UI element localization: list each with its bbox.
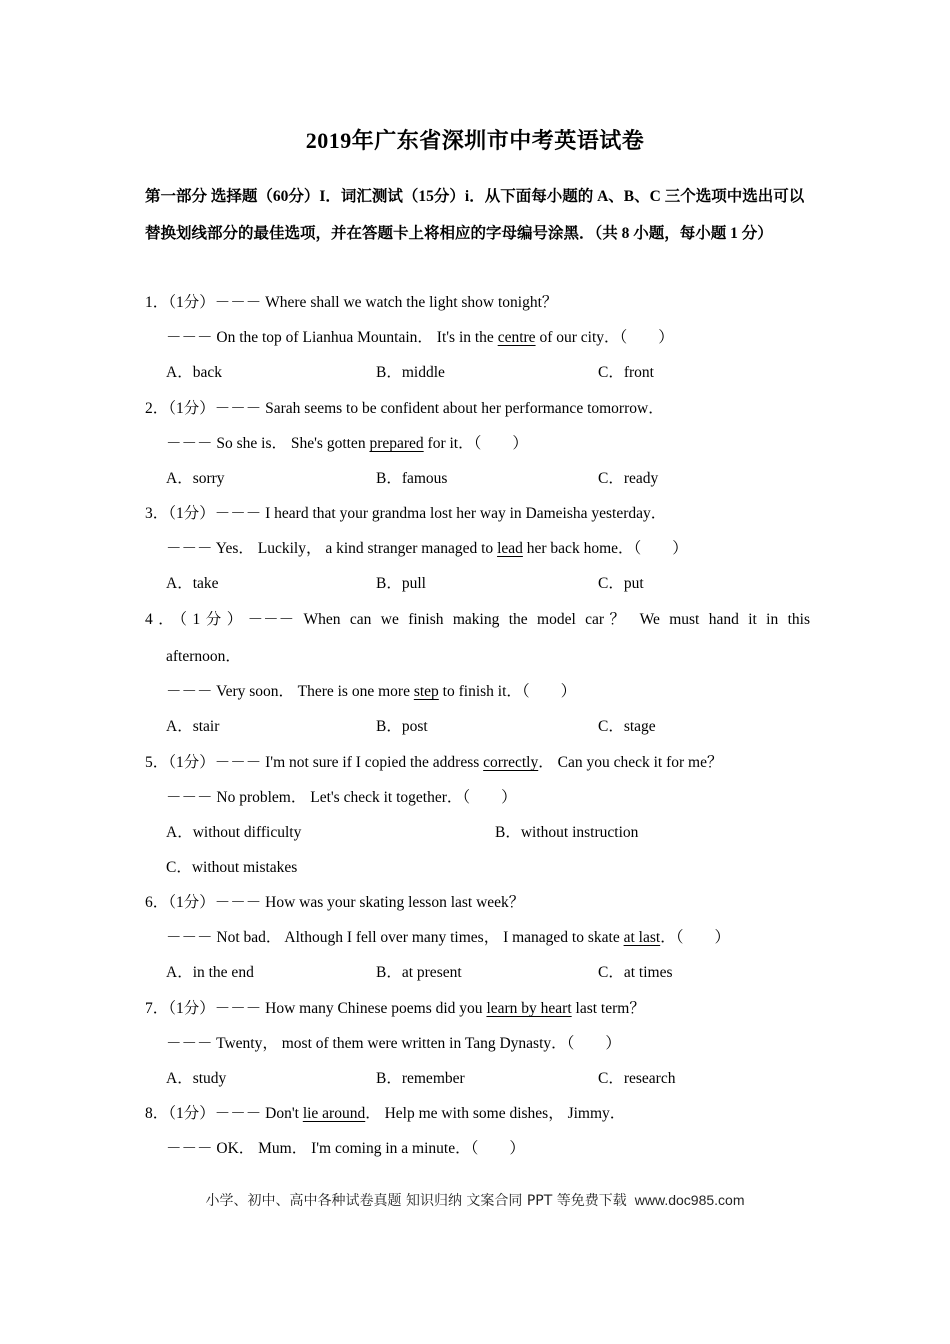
question-4: [145, 610, 810, 630]
question-text: （1分）－－－ Don't: [168, 1105, 303, 1122]
option-a: A．take: [166, 575, 219, 592]
answer-blank: ．（ ）: [660, 929, 730, 946]
question-6: [145, 893, 524, 913]
question-text-end: ． Can you check it for me？: [538, 754, 723, 771]
answer-blank: her back home．（ ）: [522, 540, 688, 557]
page-footer: [0, 1190, 950, 1210]
question-5: [145, 753, 722, 773]
question-number: 7．: [145, 1000, 169, 1017]
question-text-end: last term？: [571, 1000, 645, 1017]
question-number: 6．: [145, 894, 169, 911]
underlined-word: lead: [497, 540, 523, 557]
question-number: 4．: [145, 611, 180, 628]
option-c: C．stage: [598, 718, 656, 735]
option-b: B．pull: [376, 575, 426, 592]
question-8: [145, 1104, 625, 1124]
answer-3: [166, 539, 688, 559]
option-a: A．back: [166, 364, 222, 381]
footer-site-link[interactable]: www.doc985.com: [634, 1192, 745, 1208]
question-4-continued: afternoon．: [166, 648, 241, 665]
option-c: C．front: [598, 364, 654, 381]
option-b: B．post: [376, 718, 428, 735]
answer-text: －－－ Not bad． Although I fell over many times， I managed to skate: [166, 929, 624, 946]
answer-7: －－－ Twenty， most of them were written in Tang Dynasty．（ ）: [166, 1035, 621, 1052]
question-number: 1．: [145, 294, 169, 311]
question-3: [145, 504, 666, 524]
question-text: （1分）－－－ How was your skating lesson last week？: [168, 894, 525, 911]
answer-text: －－－ Very soon． There is one more: [166, 683, 414, 700]
underlined-word: prepared: [369, 435, 424, 452]
underlined-word: step: [413, 683, 439, 700]
answer-text: －－－ On the top of Lianhua Mountain． It's in the: [166, 329, 498, 346]
option-c: C．research: [598, 1070, 676, 1087]
question-text: （1分）－－－ I'm not sure if I copied the address: [168, 754, 484, 771]
underlined-word: lie around: [302, 1105, 366, 1122]
answer-blank: to finish it．（ ）: [438, 683, 577, 700]
option-c: C．put: [598, 575, 644, 592]
option-a: A．without difficulty: [166, 824, 302, 841]
answer-blank: of our city．（ ）: [535, 329, 674, 346]
question-2: [145, 399, 664, 419]
question-text: （1分）－－－ I heard that your grandma lost her way in Dameisha yesterday．: [168, 505, 667, 522]
option-a: A．study: [166, 1070, 227, 1087]
question-7: [145, 999, 645, 1019]
option-c: C．at times: [598, 964, 673, 981]
answer-8: －－－ OK． Mum． I'm coming in a minute．（ ）: [166, 1140, 525, 1157]
answer-1: [166, 328, 674, 348]
option-c: C．without mistakes: [166, 859, 298, 876]
option-b: B．remember: [376, 1070, 465, 1087]
answer-2: [166, 434, 528, 454]
question-text: （1分）－－－ Where shall we watch the light show tonight？: [168, 294, 558, 311]
question-number: 5．: [145, 754, 169, 771]
section-instructions: 第一部分 选择题（60分）I．词汇测试（15分）i．从下面每小题的 A、B、C 三个选项中选出可以替换划线部分的最佳选项，并在答题卡上将相应的字母编号涂黑．（共 8 小题，每小题 1 分）: [145, 188, 805, 242]
question-text: （1分）－－－ How many Chinese poems did you: [168, 1000, 487, 1017]
option-b: B．middle: [376, 364, 445, 381]
answer-text: －－－ So she is． She's gotten: [166, 435, 370, 452]
page-title: 2019年广东省深圳市中考英语试卷: [305, 128, 645, 153]
answer-blank: for it．（ ）: [423, 435, 528, 452]
underlined-word: at last: [623, 929, 661, 946]
question-number: 8．: [145, 1105, 169, 1122]
question-text: （1分）－－－ Sarah seems to be confident about her performance tomorrow．: [168, 400, 664, 417]
question-number: 2．: [145, 400, 169, 417]
question-text-end: ． Help me with some dishes， Jimmy．: [365, 1105, 626, 1122]
underlined-word: correctly: [483, 754, 539, 771]
answer-6: [166, 928, 730, 948]
question-number: 3．: [145, 505, 169, 522]
question-text: （1分）－－－ When can we finish making the model car？ We must hand it in this: [179, 611, 810, 628]
question-1: [145, 293, 557, 313]
option-b: B．without instruction: [495, 824, 639, 841]
option-a: A．in the end: [166, 964, 254, 981]
answer-text: －－－ Yes． Luckily， a kind stranger managed to: [166, 540, 498, 557]
underlined-word: centre: [497, 329, 536, 346]
option-a: A．sorry: [166, 470, 225, 487]
underlined-word: learn by heart: [486, 1000, 572, 1017]
answer-5: －－－ No problem． Let's check it together．（ ）: [166, 789, 517, 806]
option-c: C．ready: [598, 470, 659, 487]
answer-4: [166, 682, 576, 702]
footer-text: 小学、初中、高中各种试卷真题 知识归纳 文案合同 PPT 等免费下载: [205, 1193, 627, 1209]
option-a: A．stair: [166, 718, 220, 735]
option-b: B．famous: [376, 470, 448, 487]
option-b: B．at present: [376, 964, 462, 981]
